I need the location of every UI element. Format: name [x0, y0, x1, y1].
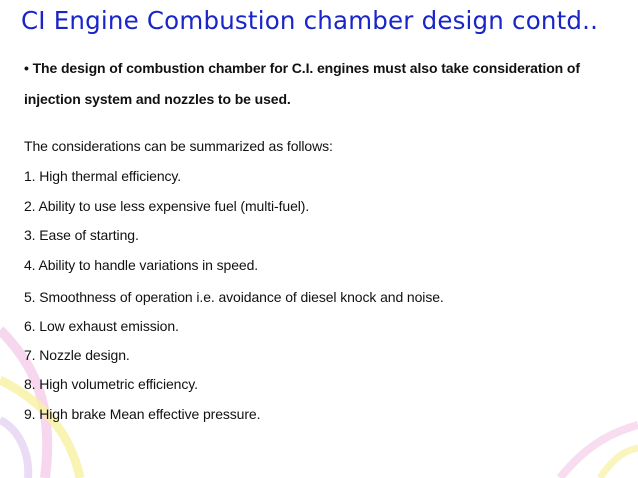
list-item-9: 9. High brake Mean effective pressure. [24, 406, 261, 422]
intro-text: The considerations can be summarized as follows: [24, 138, 333, 154]
list-item-6: 6. Low exhaust emission. [24, 318, 179, 334]
list-item-5: 5. Smoothness of operation i.e. avoidance of diesel knock and noise. [24, 289, 444, 305]
slide-title: CI Engine Combustion chamber design contd.. [21, 6, 599, 35]
bullet-line-2: injection system and nozzles to be used. [24, 91, 291, 107]
list-item-7: 7. Nozzle design. [24, 347, 130, 363]
list-item-3: 3. Ease of starting. [24, 227, 139, 243]
list-item-1: 1. High thermal efficiency. [24, 168, 182, 184]
decor-swirl-pink-right [560, 425, 638, 478]
decor-swirl-lavender [0, 420, 28, 478]
decor-swirl-yellow-right [600, 448, 638, 478]
list-item-4: 4. Ability to handle variations in speed. [24, 257, 259, 273]
list-item-2: 2. Ability to use less expensive fuel (multi-fuel). [24, 198, 310, 214]
decor-swirl-yellow [0, 380, 80, 478]
list-item-8: 8. High volumetric efficiency. [24, 376, 198, 392]
bullet-line-1: • The design of combustion chamber for C.I. engines must also take consideration of [24, 60, 580, 76]
